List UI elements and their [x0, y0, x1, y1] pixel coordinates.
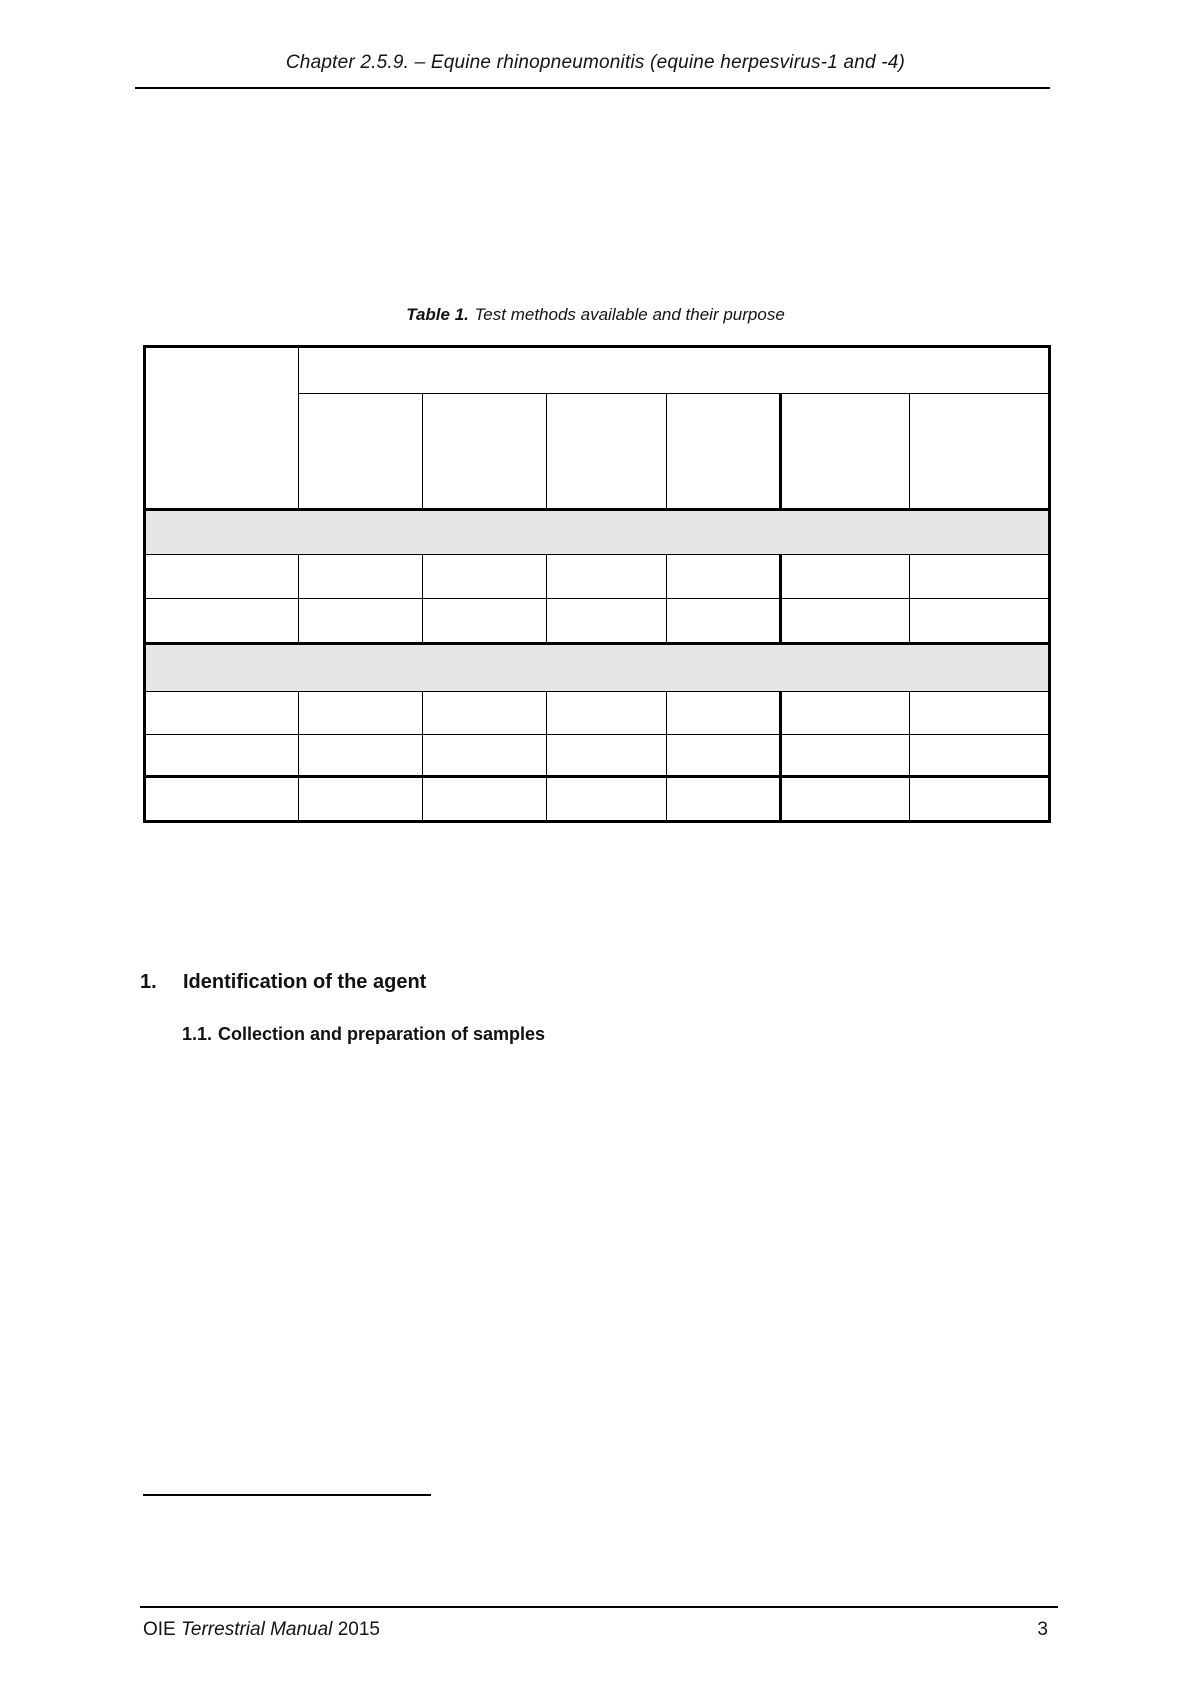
table-caption-label: Table 1. — [406, 305, 469, 324]
table-body-cell — [781, 777, 910, 822]
table-header-purpose-cell — [299, 347, 1050, 394]
table-body-cell — [145, 555, 299, 599]
page-footer — [143, 1619, 1048, 1641]
table-subheader-cell — [667, 394, 781, 510]
table-body-cell — [423, 735, 547, 777]
section-title: Collection and preparation of samples — [218, 1024, 546, 1044]
table-band-row — [145, 644, 1050, 692]
footer-manual-year: 2015 — [337, 1619, 381, 1640]
footnote-rule — [143, 1494, 431, 1496]
table-body-cell — [910, 777, 1050, 822]
table-subheader-cell — [781, 394, 910, 510]
table-body-cell — [145, 599, 299, 644]
table-body-cell — [781, 599, 910, 644]
table-body-cell — [299, 777, 423, 822]
table-body-cell — [145, 692, 299, 735]
table-body-cell — [299, 692, 423, 735]
table-body-cell — [547, 777, 667, 822]
table-subheader-cell — [423, 394, 547, 510]
footer-manual-prefix: OIE — [143, 1619, 176, 1640]
table-body-cell — [423, 555, 547, 599]
table-body-cell — [781, 735, 910, 777]
table-body-cell — [667, 777, 781, 822]
table-body-cell — [299, 599, 423, 644]
table-body-cell — [910, 692, 1050, 735]
table-body-cell — [667, 555, 781, 599]
table-body-cell — [299, 555, 423, 599]
header-rule — [135, 87, 1050, 89]
table-subheader-cell — [299, 394, 423, 510]
section-heading-1 — [140, 971, 426, 994]
table-body-cell — [910, 599, 1050, 644]
table-subheader-cell — [910, 394, 1050, 510]
table-body-cell — [547, 599, 667, 644]
table-body-cell — [547, 735, 667, 777]
table-body-cell — [547, 555, 667, 599]
footer-manual-title — [143, 1619, 380, 1641]
table-body-cell — [145, 777, 299, 822]
table-band-row — [145, 510, 1050, 555]
table-header-method-cell — [145, 347, 299, 510]
table-body-cell — [667, 735, 781, 777]
chapter-header-title: Chapter 2.5.9. – Equine rhinopneumonitis (equine herpesvirus-1 and -4) — [285, 52, 906, 73]
table-caption-text: Test methods available and their purpose — [474, 305, 785, 324]
table-body-cell — [547, 692, 667, 735]
table-caption — [0, 305, 1191, 325]
table-body-cell — [145, 735, 299, 777]
table-body-cell — [781, 692, 910, 735]
table-body-cell — [781, 555, 910, 599]
table-body-cell — [423, 599, 547, 644]
section-title: Identification of the agent — [183, 971, 427, 993]
section-number: 1. — [140, 971, 157, 993]
footer-manual-name: Terrestrial Manual — [181, 1619, 333, 1640]
section-heading-1-1 — [182, 1024, 545, 1045]
test-methods-table — [143, 345, 1051, 823]
table-subheader-cell — [547, 394, 667, 510]
table-body-cell — [423, 692, 547, 735]
table-body-cell — [910, 735, 1050, 777]
table-body-cell — [423, 777, 547, 822]
page-number: 3 — [1037, 1619, 1048, 1640]
section-number: 1.1. — [182, 1024, 213, 1044]
table-body-cell — [667, 599, 781, 644]
table-body-cell — [910, 555, 1050, 599]
footer-rule — [140, 1606, 1058, 1608]
table-body-cell — [667, 692, 781, 735]
table-body-cell — [299, 735, 423, 777]
